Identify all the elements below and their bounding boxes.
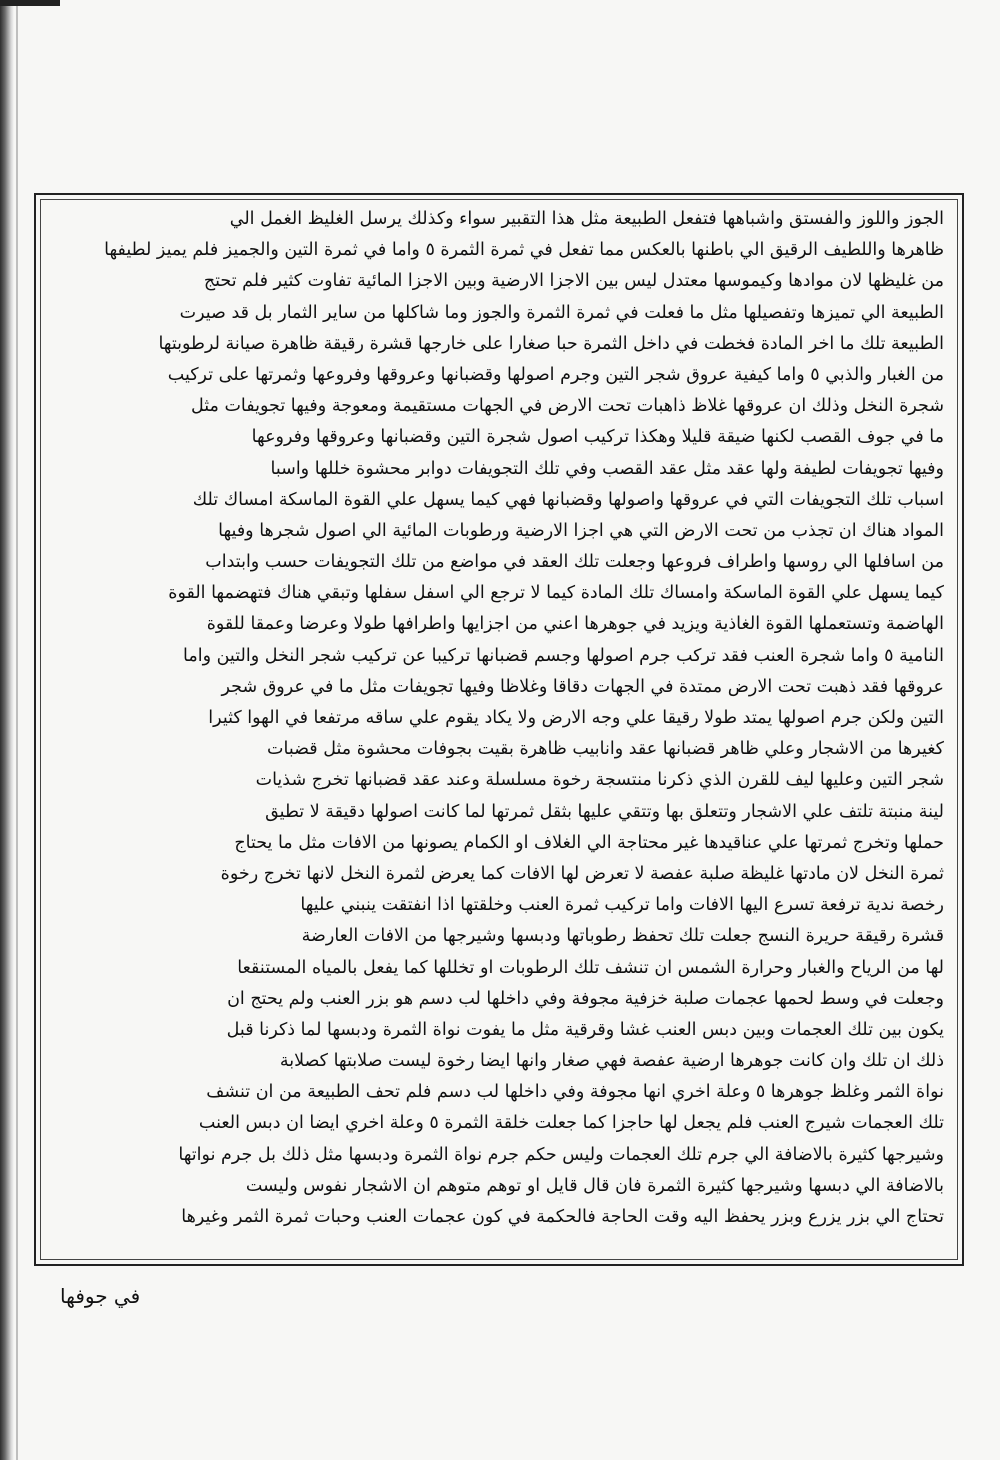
text-line: من اسافلها الي روسها واطراف فروعها وجعلت تلك العقد في مواضع من تلك التجويفات حسب وابتداب <box>205 552 944 573</box>
text-line: من غليظها لان موادها وكيموسها معتدل ليس بين الاجزا الارضية وبين الاجزا المائية تفاوت كثير فلم تحتج <box>203 271 944 292</box>
text-line: النامية ٥ واما شجرة العنب فقد تركب جرم اصولها وجسم قضبانها تركيبا عن تركيب شجر النخل والتين واما <box>183 645 944 666</box>
text-line: التين ولكن جرم اصولها يمتد طولا رقيقا علي وجه الارض ولا يكاد يقوم علي ساقه مرتفعا في الهوا كثيرا <box>208 708 944 728</box>
text-line: حملها وتخرج ثمرتها علي عناقيدها غير محتاجة الي الغلاف او الكمام يصونها من الافات مثل ما يحتاج <box>234 832 944 853</box>
binding-edge <box>16 0 18 1460</box>
text-line: الطبيعة الي تميزها وتفصيلها مثل ما فعلت في ثمرة الثمرة والجوز وما شاكلها من ساير الثمار بل قد صيرت <box>179 302 944 323</box>
binding-shadow <box>0 0 14 1460</box>
text-line: ذلك ان تلك وان كانت جوهرها ارضية عفصة فهي صغار وانها ايضا رخوة ليست صلابتها كصلابة <box>279 1051 944 1072</box>
text-line: لها من الرياح والغبار وحرارة الشمس ان تنشف تلك الرطوبات او تخللها كما يفعل بالمياه المستنقعا <box>237 957 944 978</box>
text-line: تحتاج الي بزر يزرع وبزر يحفظ اليه وقت الحاجة فالحكمة في كون عجمات العنب وحبات ثمرة الثمر وغيرها <box>181 1207 944 1227</box>
text-line: اسباب تلك التجويفات التي في عروقها واصولها وقضبانها فهي كيما يسهل علي القوة الماسكة امساك تلك <box>192 489 944 510</box>
text-line: وفيها تجويفات لطيفة ولها عقد مثل عقد القصب وفي تلك التجويفات دوابر محشوة خللها واسبا <box>270 458 944 479</box>
text-line: وشيرجها كثيرة بالاضافة الي جرم تلك العجمات وليس حكم جرم نواة الثمرة ودبسها مثل ذلك بل جرم نواتها <box>178 1144 944 1165</box>
text-line: شجر التين وعليها ليف للقرن الذي ذكرنا منتسجة رخوة مسلسلة وعند عقد قضبانها تخرج شذيات <box>255 770 944 791</box>
text-line: من الغبار والذبي ٥ واما كيفية عروق شجر التين وجرم اصولها وقضبانها وعروقها وفروعها وثمرتها على تركيب <box>167 364 944 385</box>
text-line: كيما يسهل علي القوة الماسكة وامساك تلك المادة كيما لا ترجع الي اسفل سفلها وتبقي هناك فتهضمها القوة <box>168 583 944 604</box>
catchword: في جوفها <box>60 1284 141 1308</box>
text-line: نواة الثمر وغلظ جوهرها ٥ وعلة اخري انها مجوفة وفي داخلها لب دسم فلم تحف الطبيعة من ان تنشف <box>206 1082 944 1103</box>
text-line: لينة منبتة تلتف علي الاشجار وتتعلق بها وتتقي عليها بثقل ثمرتها لما كانت اصولها دقيقة لا تطيق <box>265 801 944 822</box>
text-line: كغيرها من الاشجار وعلي ظاهر قضبانها عقد وانابيب ظاهرة بقيت بجوفات محشوة مثل قضبات <box>267 739 944 760</box>
text-line: يكون بين تلك العجمات وبين دبس العنب غشا وقرقية مثل ما يفوت نواة الثمرة ودبسها لما ذكرنا قبل <box>226 1019 944 1040</box>
text-line: ثمرة النخل لان مادتها غليظة صلبة عفصة لا تعرض لها الافات كما يعرض لثمرة النخل لانها تخرج رخوة <box>220 863 944 884</box>
text-line: وجعلت في وسط لحمها عجمات صلبة خزفية مجوفة وفي داخلها لب دسم هو بزر العنب ولم يحتج ان <box>227 988 944 1009</box>
text-line: الطبيعة تلك ما اخر المادة فخطت في داخل الثمرة حبا صغارا على خارجها قشرة رقيقة ظاهرة صيانة لرطوبتها <box>158 333 944 354</box>
text-line: ما في جوف القصب لكنها ضيقة قليلا وهكذا تركيب اصول شجرة التين وقضبانها وعروقها وفروعها <box>251 427 944 448</box>
text-line: تلك العجمات شيرج العنب فلم يجعل لها حاجزا كما جعلت خلقة الثمرة ٥ وعلة اخري ايضا ان دبس العنب <box>198 1113 944 1134</box>
text-line: ظاهرها واللطيف الرقيق الي باطنها بالعكس مما تفعل في ثمرة الثمرة ٥ واما في ثمرة التين والجميز فلم يميز لطيفها <box>104 240 944 261</box>
manuscript-text-block <box>54 204 944 1254</box>
text-line: بالاضافة الي دبسها وشيرجها كثيرة الثمرة فان قال قايل او توهم متوهم ان الاشجار نفوس وليست <box>245 1175 944 1196</box>
corner-mark <box>0 0 60 6</box>
text-line: عروقها فقد ذهبت تحت الارض ممتدة في الجهات دقاقا وغلاظا وفيها تجويفات مثل ما في عروق شجر <box>221 676 944 697</box>
text-line: قشرة رقيقة حريرة النسج جعلت تلك تحفظ رطوباتها ودبسها وشيرجها من الافات العارضة <box>301 926 944 947</box>
text-line: الهاضمة وتستعملها القوة الغاذية ويزيد في جوهرها اعني من اجزايها واطرافها طولا وعرضا وعمقا للقوة <box>206 614 944 635</box>
text-line: الجوز واللوز والفستق واشباهها فتفعل الطبيعة مثل هذا التقبير سواء وكذلك يرسل الغليظ الغمل الي <box>229 209 944 229</box>
text-line: رخصة ندية ترفعة تسرع اليها الافات واما تركيب ثمرة العنب وخلقتها اذا انفتقت ينبني عليها <box>300 895 944 916</box>
text-line: المواد هناك ان تجذب من تحت الارض التي هي اجزا الارضية ورطوبات المائية الي اصول شجرها وفيها <box>218 520 944 541</box>
text-line: شجرة النخل وذلك ان عروقها غلاظ ذاهبات تحت الارض في الجهات مستقيمة ومعوجة وفيها تجويفات مثل <box>190 396 944 417</box>
